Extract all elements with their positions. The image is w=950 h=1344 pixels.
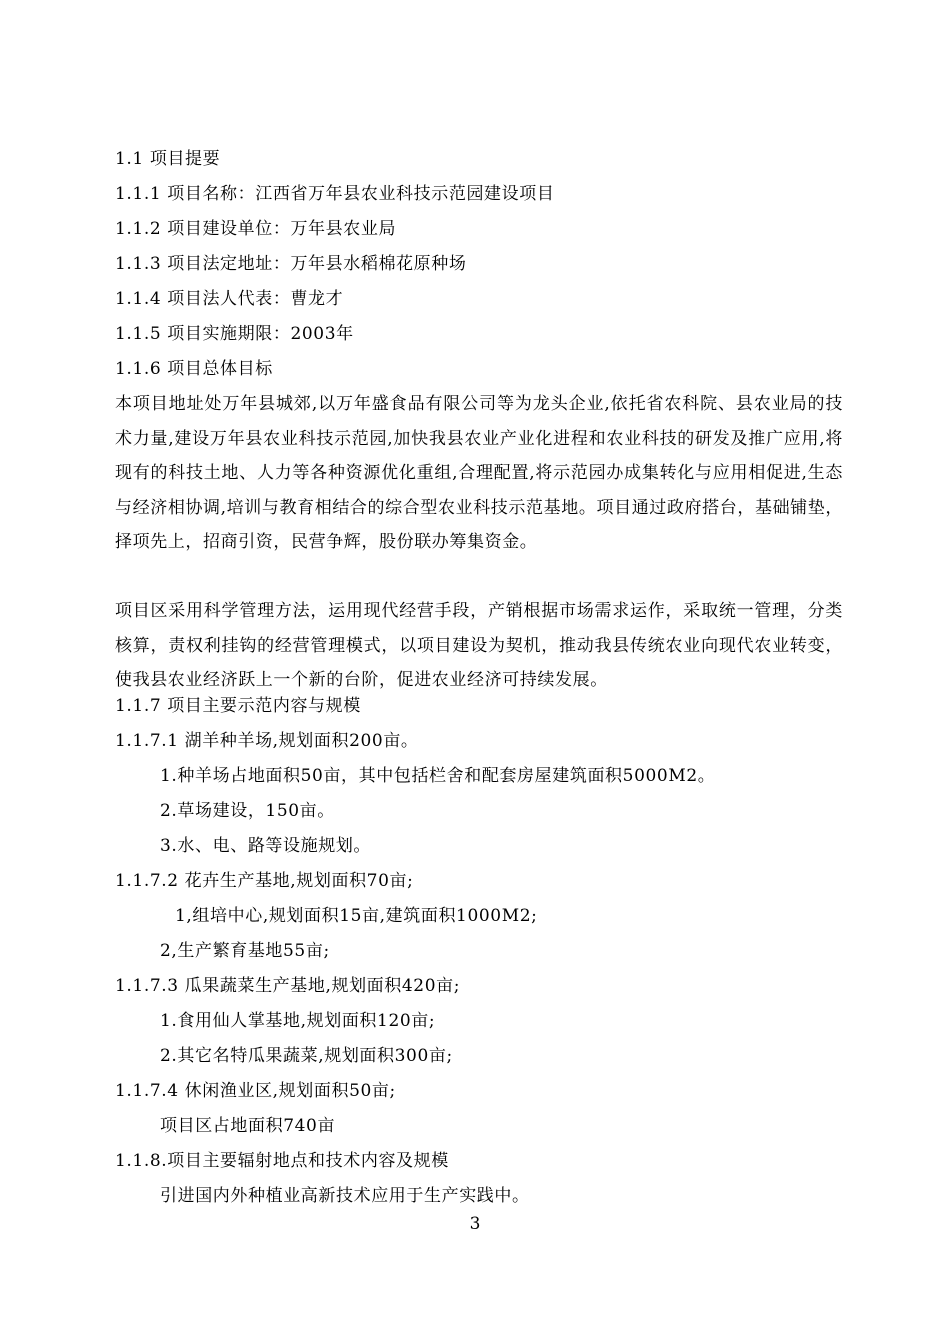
project-period: 1.1.5 项目实施期限：2003年 xyxy=(115,324,354,344)
project-name: 1.1.1 项目名称：江西省万年县农业科技示范园建设项目 xyxy=(115,184,555,204)
demo-content-heading: 1.1.7 项目主要示范内容与规模 xyxy=(115,696,361,716)
page-number: 3 xyxy=(469,1214,481,1234)
project-goal-heading: 1.1.6 项目总体目标 xyxy=(115,359,273,379)
project-address: 1.1.3 项目法定地址：万年县水稻棉花原种场 xyxy=(115,254,467,274)
radiation-item: 引进国内外种植业高新技术应用于生产实践中。 xyxy=(160,1186,530,1206)
fishery-heading: 1.1.7.4 休闲渔业区,规划面积50亩; xyxy=(115,1081,396,1101)
flower-base-item-1: 1,组培中心,规划面积15亩,建筑面积1000M2; xyxy=(175,906,538,926)
flower-base-heading: 1.1.7.2 花卉生产基地,规划面积70亩; xyxy=(115,871,414,891)
sheep-farm-heading: 1.1.7.1 湖羊种羊场,规划面积200亩。 xyxy=(115,731,419,751)
management-paragraph: 项目区采用科学管理方法，运用现代经营手段，产销根据市场需求运作，采取统一管理，分类核算，责权利挂钩的经营管理模式，以项目建设为契机，推动我县传统农业向现代农业转变，使我县农业经济跃上一个新的台阶，促进农业经济可持续发展。 xyxy=(115,601,843,690)
vegetable-base-item-2: 2.其它名特瓜果蔬菜,规划面积300亩; xyxy=(160,1046,453,1066)
project-representative: 1.1.4 项目法人代表：曹龙才 xyxy=(115,289,344,309)
vegetable-base-item-1: 1.食用仙人掌基地,规划面积120亩; xyxy=(160,1011,436,1031)
sheep-farm-item-3: 3.水、电、路等设施规划。 xyxy=(160,836,372,856)
sheep-farm-item-1: 1.种羊场占地面积50亩，其中包括栏舍和配套房屋建筑面积5000M2。 xyxy=(160,766,716,786)
project-builder: 1.1.2 项目建设单位：万年县农业局 xyxy=(115,219,397,239)
total-area: 项目区占地面积740亩 xyxy=(160,1116,336,1136)
sheep-farm-item-2: 2.草场建设，150亩。 xyxy=(160,801,335,821)
vegetable-base-heading: 1.1.7.3 瓜果蔬菜生产基地,规划面积420亩; xyxy=(115,976,461,996)
radiation-heading: 1.1.8.项目主要辐射地点和技术内容及规模 xyxy=(115,1151,449,1171)
flower-base-item-2: 2,生产繁育基地55亩; xyxy=(160,941,330,961)
section-heading: 1.1 项目提要 xyxy=(115,149,221,169)
goal-paragraph: 本项目地址处万年县城郊,以万年盛食品有限公司等为龙头企业,依托省农科院、县农业局的技术力量,建设万年县农业科技示范园,加快我县农业产业化进程和农业科技的研发及推广应用,将现有的科技土地、人力等各种资源优化重组,合理配置,将示范园办成集转化与应用相促进,生态与经济相协调,培训与教育相结合的综合型农业科技示范基地。项目通过政府搭台，基础铺垫，择项先上，招商引资，民营争辉，股份联办筹集资金。 xyxy=(115,394,843,552)
